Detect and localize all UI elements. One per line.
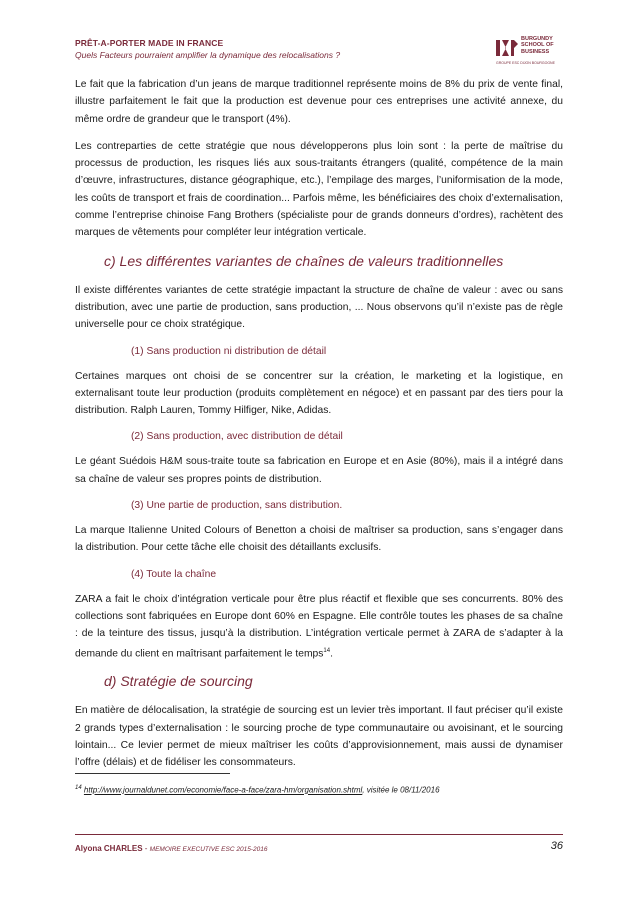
subheading-4: (4) Toute la chaîne	[131, 568, 217, 580]
footer-divider	[75, 834, 563, 835]
header-subtitle: Quels Facteurs pourraient amplifier la dynamique des relocalisations ?	[75, 50, 341, 60]
bsb-logo-icon	[496, 38, 518, 58]
paragraph: Il existe différentes variantes de cette stratégie impactant la structure de chaîne de valeur : avec ou sans distribution, avec une partie de production, sans production, ... Nous observons qu’il n’existe pas de règle universelle pour ce choix stratégique.	[75, 284, 563, 331]
paragraph: En matière de délocalisation, la stratégie de sourcing est un levier très important. Il faut préciser qu’il existe 2 grands types d’externalisation : le sourcing proche de type communautaire ou avoisinant, et le sourcing lointain... Ce levier permet de mieux maîtriser les coûts d’approvisionnement, mais aussi de dynamiser l’offre (délais) et de fidéliser les consommateurs.	[75, 705, 563, 769]
paragraph: Le géant Suédois H&M sous-traite toute sa fabrication en Europe et en Asie (80%), mais il a intégré dans sa chaîne de valeur ses propres points de distribution.	[75, 456, 563, 485]
header-title: PRÊT-A-PORTER MADE IN FRANCE	[75, 38, 224, 48]
paragraph: La marque Italienne United Colours of Benetton a choisi de maîtriser sa production, sans s’engager dans la distribution. Pour cette tâche elle choisit des détaillants exclusifs.	[75, 525, 563, 554]
paragraph: Les contreparties de cette stratégie que nous développerons plus loin sont : la perte de maîtrise du processus de production, les risques liés aux sous-traitants étrangers (qualité, compétence de la main d’œuvre, infrastructures, distance géographique, etc.), l’empilage des marges, l’uniformisation de la mode, les coûts de transport et frais de coordination... Parfois même, les bénéficiaires des choix d’externalisation, comme l’entreprise chinoise Fang Brothers (spécialiste pour de grands donneurs d’ordres), rachètent des marques de vêtements pour compléter leur intégration verticale.	[75, 140, 563, 239]
subheading-1: (1) Sans production ni distribution de détail	[131, 345, 327, 357]
footnote: $^{14}$ http://www.journaldunet.com/economie/face-a-face/zara-hm/organisation.shtml, visitée le 08/11/2016	[75, 785, 440, 795]
paragraph: Certaines marques ont choisi de se concentrer sur la création, le marketing et la logistique, en externalisant toute leur production (produits complètement en négoce) et en passant par des tiers pour la distribution. Ralph Lauren, Tommy Hilfiger, Nike, Adidas.	[75, 370, 563, 417]
logo-tagline: GROUPE ESC DIJON BOURGOGNE	[496, 61, 555, 65]
section-heading-c: c) Les différentes variantes de chaînes de valeurs traditionnelles	[104, 252, 504, 269]
paragraph: ZARA a fait le choix d’intégration verticale pour être plus réactif et flexible que ses concurrents. 80% des collections sont fabriquées en Europe dont 60% en Espagne. Elle contrôle toutes les phases de sa chaîne : de la teinture des tissus, jusqu’à la distribution. L’intégration verticale permet à ZARA de s’adapter à la demande du client en maîtrisant parfaitement le temps$^{14}$.	[75, 593, 563, 659]
footnote-number: 14	[75, 785, 82, 791]
footnote-divider	[75, 773, 230, 774]
footnote-ref[interactable]: 14	[323, 647, 331, 654]
school-logo	[496, 34, 564, 70]
footer-author: Alyona CHARLES - MEMOIRE EXECUTIVE ESC 2015-2016	[75, 844, 268, 853]
logo-text: BURGUNDY SCHOOL OF BUSINESS	[521, 36, 554, 55]
page-body	[75, 76, 563, 781]
paragraph: Le fait que la fabrication d’un jeans de marque traditionnel représente moins de 8% du prix de vente final, illustre parfaitement le fait que la production est devenue pour ces entreprises une activité annexe, du même ordre de grandeur que le transport (4%).	[75, 79, 563, 125]
page-number: 36	[550, 840, 563, 852]
footnote-link[interactable]: http://www.journaldunet.com/economie/face-a-face/zara-hm/organisation.shtml	[83, 785, 363, 795]
section-heading-d: d) Stratégie de sourcing	[104, 673, 253, 690]
subheading-2: (2) Sans production, avec distribution de détail	[131, 431, 343, 443]
subheading-3: (3) Une partie de production, sans distribution.	[131, 500, 343, 512]
